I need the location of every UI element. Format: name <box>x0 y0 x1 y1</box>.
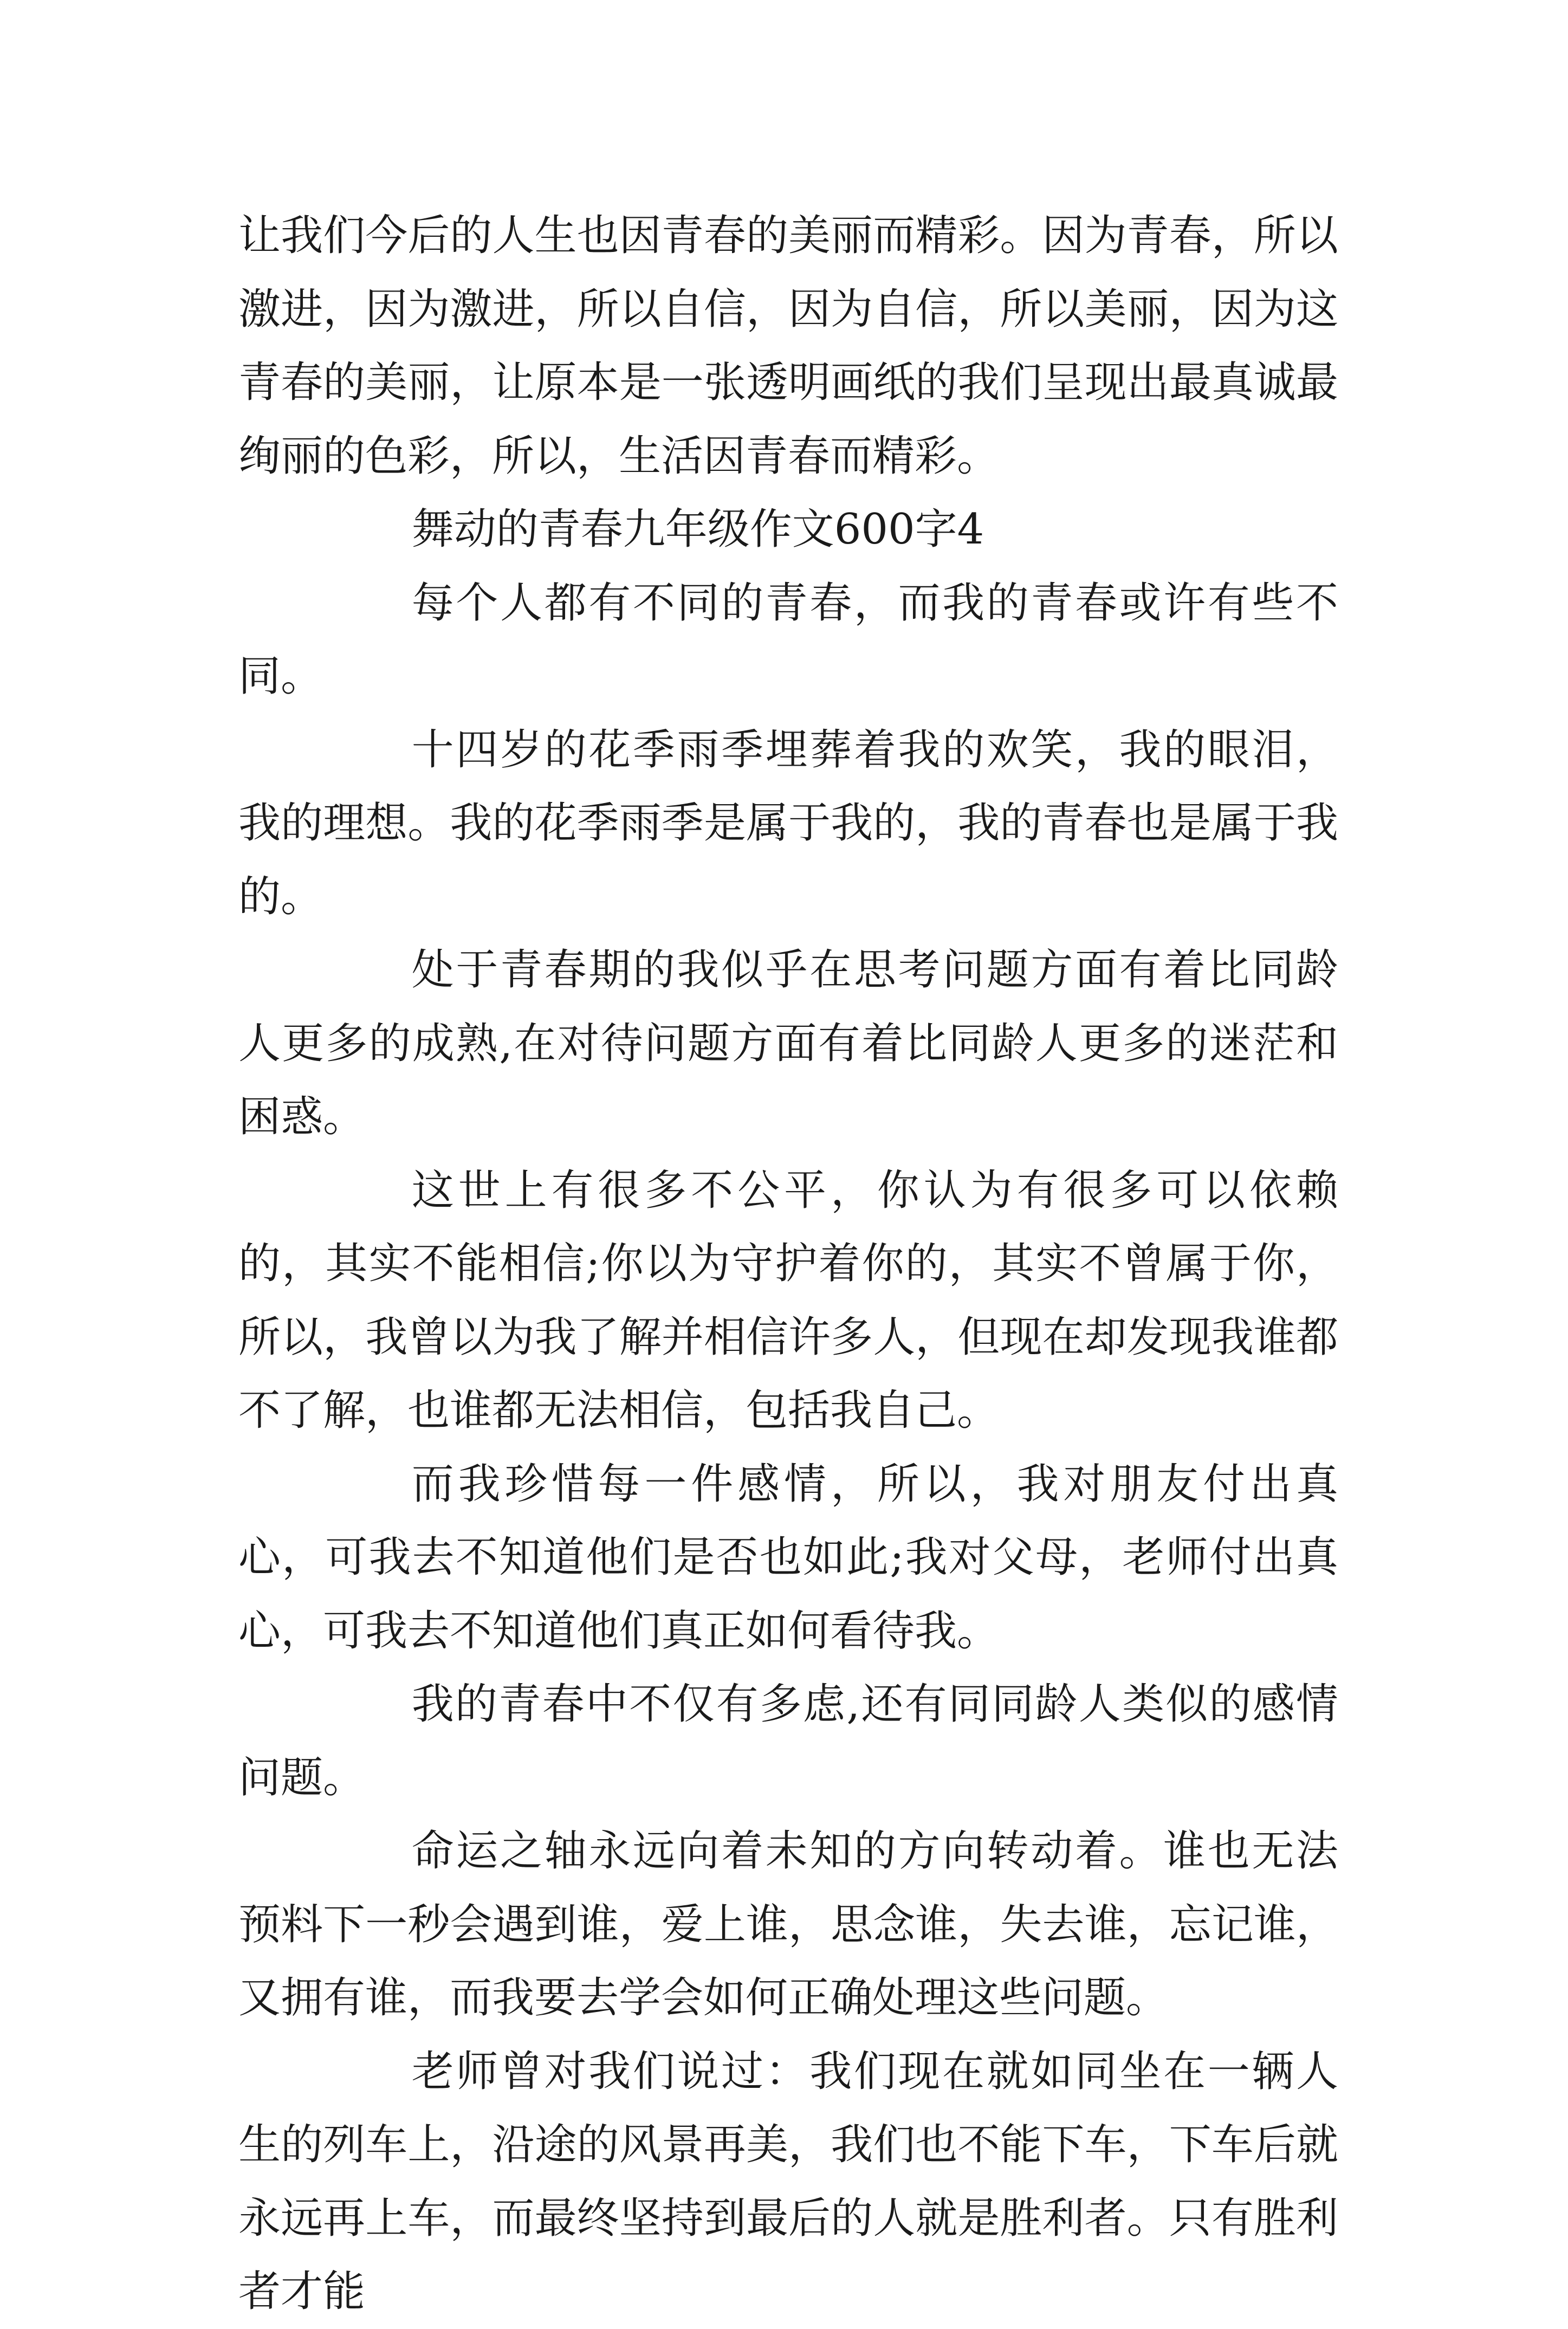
paragraph-7: 我的青春中不仅有多虑,还有同同龄人类似的感情问题。 <box>238 1680 1338 1802</box>
paragraph-9: 老师曾对我们说过：我们现在就如同坐在一辆人生的列车上，沿途的风景再美，我们也不能下车，下车后就永远再上车，而最终坚持到最后的人就是胜利者。只有胜利者才能 <box>238 2047 1338 2316</box>
document-body <box>238 199 1338 2329</box>
paragraph-8: 命运之轴永远向着未知的方向转动着。谁也无法预料下一秒会遇到谁，爱上谁，思念谁，失去谁，忘记谁，又拥有谁，而我要去学会如何正确处理这些问题。 <box>238 1827 1338 2022</box>
paragraph-3: 十四岁的花季雨季埋葬着我的欢笑，我的眼泪，我的理想。我的花季雨季是属于我的，我的青春也是属于我的。 <box>238 725 1338 921</box>
paragraph-6: 而我珍惜每一件感情，所以，我对朋友付出真心，可我去不知道他们是否也如此;我对父母，老师付出真心，可我去不知道他们真正如何看待我。 <box>238 1459 1338 1655</box>
paragraph-4: 处于青春期的我似乎在思考问题方面有着比同龄人更多的成熟,在对待问题方面有着比同龄人更多的迷茫和困惑。 <box>238 946 1338 1141</box>
section-heading: 舞动的青春九年级作文600字4 <box>411 505 984 554</box>
paragraph-2: 每个人都有不同的青春，而我的青春或许有些不同。 <box>238 578 1338 701</box>
paragraph-5: 这世上有很多不公平，你认为有很多可以依赖的，其实不能相信;你以为守护着你的，其实不曾属于你，所以，我曾以为我了解并相信许多人，但现在却发现我谁都不了解，也谁都无法相信，包括我自己。 <box>238 1166 1338 1435</box>
paragraph-1: 让我们今后的人生也因青春的美丽而精彩。因为青春，所以激进，因为激进，所以自信，因为自信，所以美丽，因为这青春的美丽，让原本是一张透明画纸的我们呈现出最真诚最绚丽的色彩，所以，生活因青春而精彩。 <box>238 211 1338 481</box>
